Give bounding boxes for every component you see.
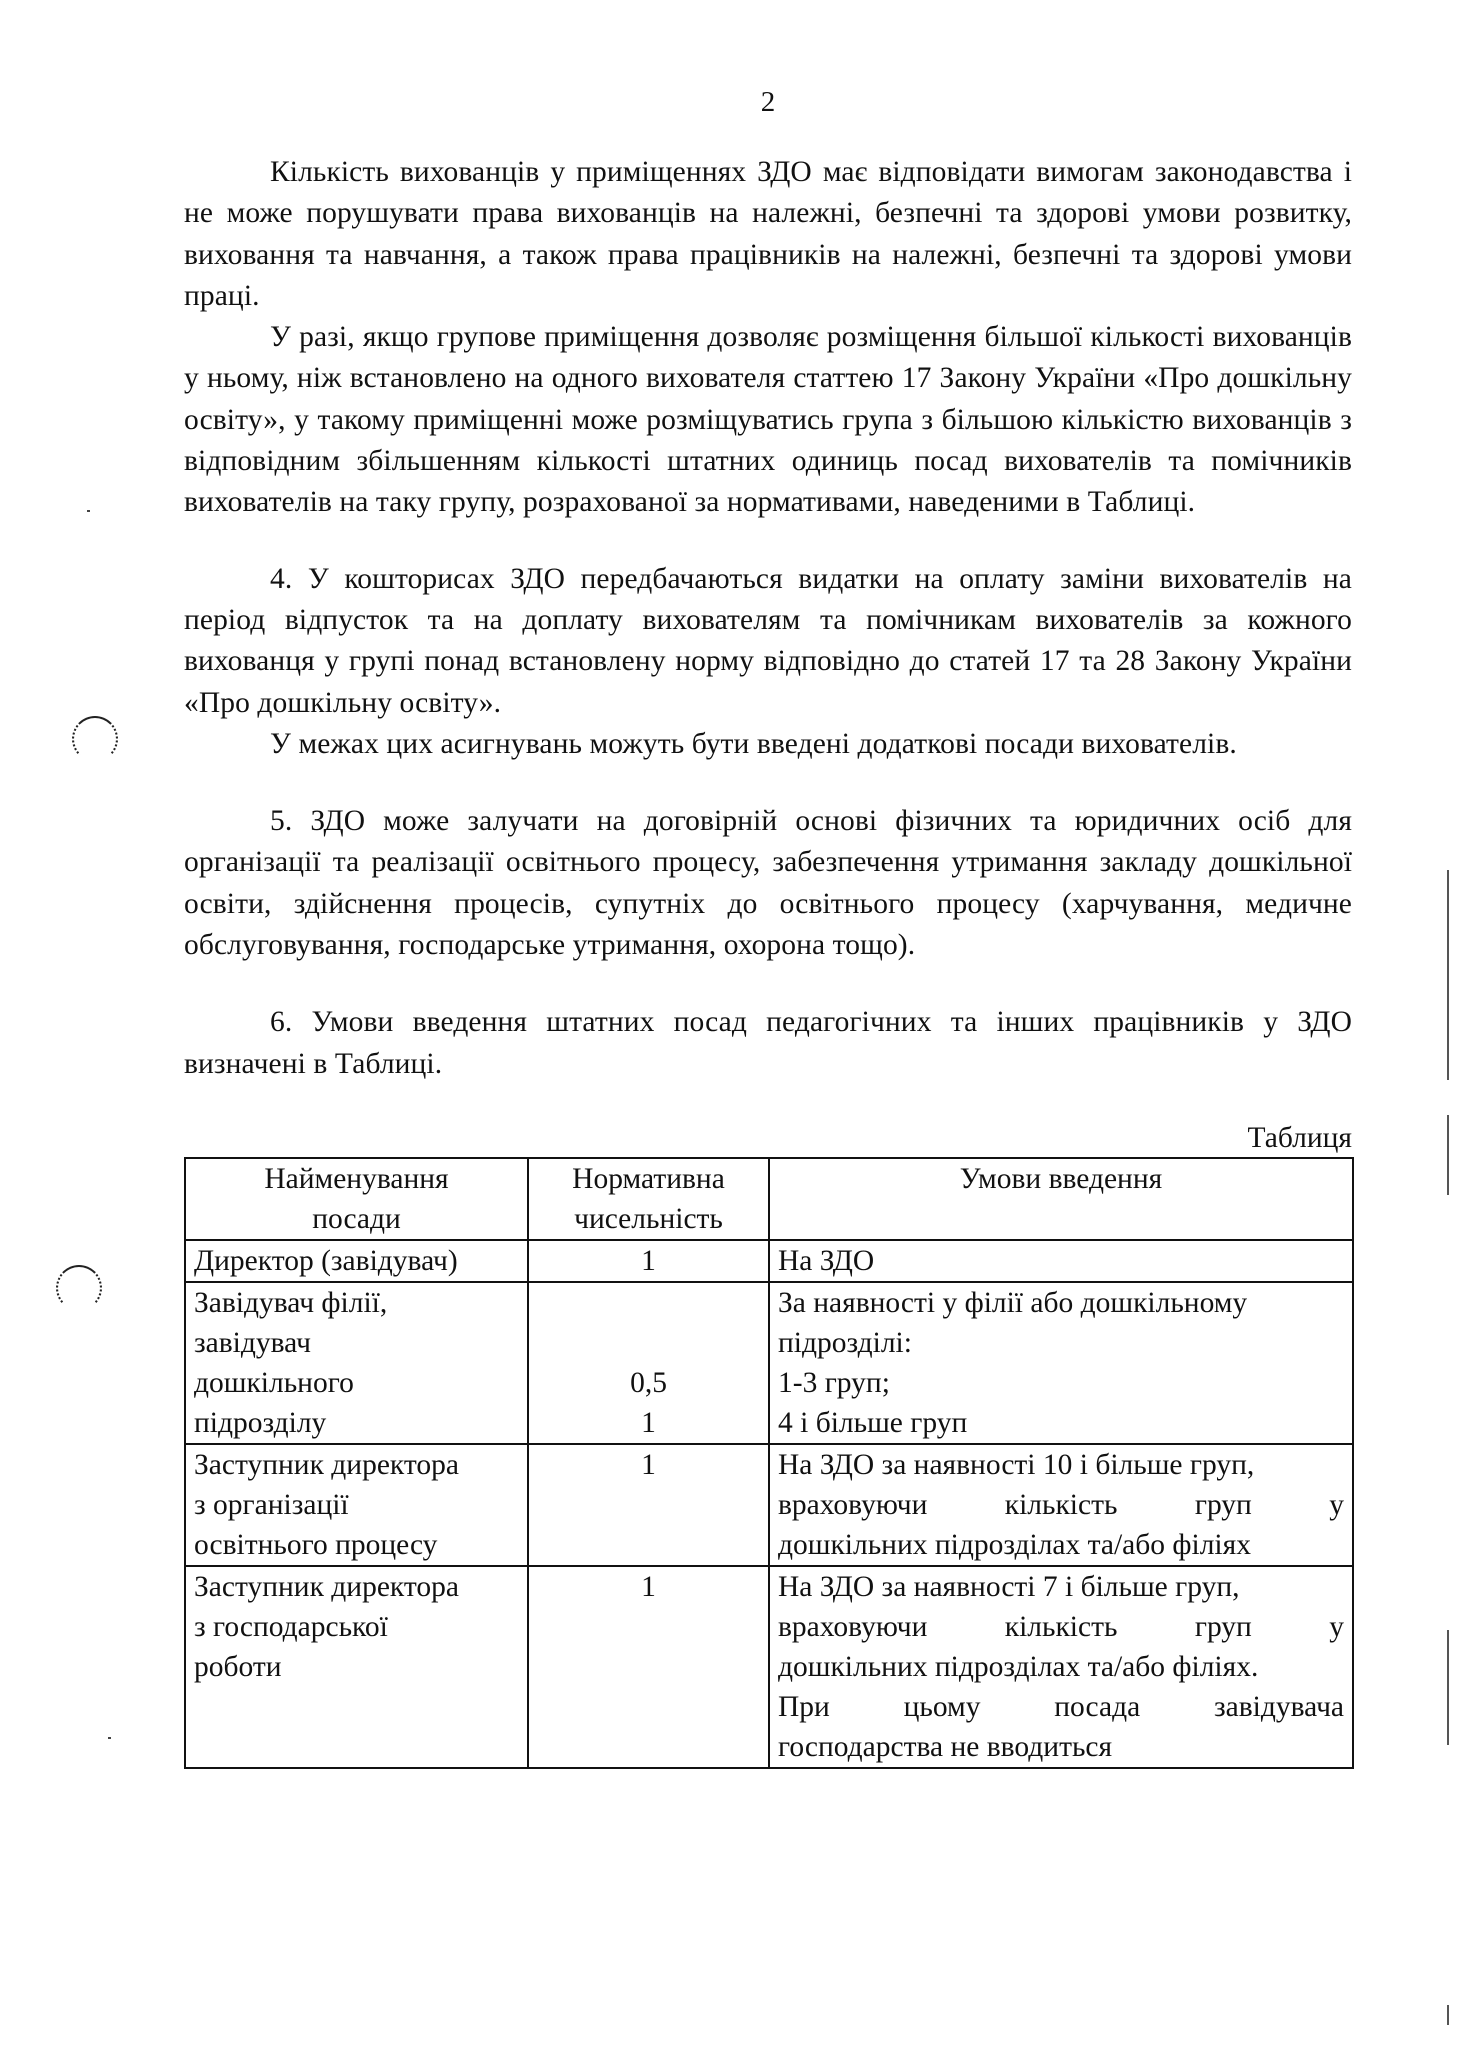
page-number: 2: [760, 86, 776, 118]
table-row: [185, 1282, 1353, 1444]
document-body: [184, 152, 1352, 1769]
table-header-row: [185, 1158, 1353, 1240]
paragraph-section-5: 5. ЗДО може залучати на договірній основі фізичних та юридичних осіб для організації та реалізації освітнього процесу, забезпечення утримання закладу дошкільної освіти, здійснення процесів, супутніх до освітнього процесу (харчування, медичне обслуговування, господарське утримання, охорона тощо).: [184, 805, 1352, 962]
cell-norm: 0,5 1: [528, 1282, 769, 1444]
cell-position: Заступник директора з організації освітнього процесу: [185, 1444, 528, 1566]
scan-edge-line: [1447, 1115, 1449, 1195]
cell-conditions: За наявності у філії або дошкільному підрозділі: 1-3 груп; 4 і більше груп: [769, 1282, 1353, 1444]
staffing-table: [184, 1157, 1354, 1769]
cell-norm: 1: [528, 1240, 769, 1282]
header-normative-number: Нормативна чисельність: [528, 1158, 769, 1240]
scan-edge-line: [1447, 2005, 1449, 2025]
cell-conditions: На ЗДО: [769, 1240, 1353, 1282]
binder-hole-mark: [72, 716, 118, 762]
cell-position: Директор (завідувач): [185, 1240, 528, 1282]
paragraph-section-4: 4. У кошторисах ЗДО передбачаються видатки на оплату заміни вихователів на період відпусток та на доплату вихователям та помічникам вихователів за кожного вихованця у групі понад встановлену норму відповідно до статей 17 та 28 Закону України «Про дошкільну освіту».: [184, 562, 1352, 719]
scan-speck: [108, 1737, 111, 1739]
cell-norm: 1: [528, 1444, 769, 1566]
table-row: [185, 1444, 1353, 1566]
cell-position: Заступник директора з господарської роботи: [185, 1566, 528, 1768]
scan-speck: [87, 510, 90, 512]
paragraph-pupils-count: Кількість вихованців у приміщеннях ЗДО має відповідати вимогам законодавства і не може порушувати права вихованців на належні, безпечні та здорові умови розвитку, виховання та навчання, а також права працівників на належні, безпечні та здорові умови праці.: [184, 156, 1352, 312]
paragraph-group-room: У разі, якщо групове приміщення дозволяє розміщення більшої кількості вихованців у ньому, ніж встановлено на одного вихователя статтею 17 Закону України «Про дошкільну освіту», у такому приміщенні може розміщуватись група з більшою кількістю вихованців з відповідним збільшенням кількості штатних одиниць посад вихователів та помічників вихователів на таку групу, розрахованої за нормативами, наведеними в Таблиці.: [184, 321, 1352, 519]
cell-conditions: На ЗДО за наявності 10 і більше груп, враховуючи кількість груп у дошкільних підрозділах та/або філіях: [769, 1444, 1353, 1566]
paragraph-additional-positions: У межах цих асигнувань можуть бути введені додаткові посади вихователів.: [270, 727, 1237, 760]
cell-position: Завідувач філії, завідувач дошкільного підрозділу: [185, 1282, 528, 1444]
header-conditions: Умови введення: [769, 1158, 1353, 1240]
paragraph-section-6: 6. Умови введення штатних посад педагогічних та інших працівників у ЗДО визначені в Таблиці.: [184, 1006, 1352, 1080]
binder-hole-mark: [56, 1265, 102, 1311]
scan-edge-line: [1447, 1630, 1449, 1745]
table-row: [185, 1566, 1353, 1768]
scan-edge-line: [1447, 870, 1449, 1080]
cell-conditions: На ЗДО за наявності 7 і більше груп, враховуючи кількість груп у дошкільних підрозділах та/або філіях. При цьому посада завідувача господарства не вводиться: [769, 1566, 1353, 1768]
cell-norm: 1: [528, 1566, 769, 1768]
table-caption: Таблиця: [1247, 1121, 1352, 1154]
header-position-name: Найменування посади: [185, 1158, 528, 1240]
table-row: [185, 1240, 1353, 1282]
